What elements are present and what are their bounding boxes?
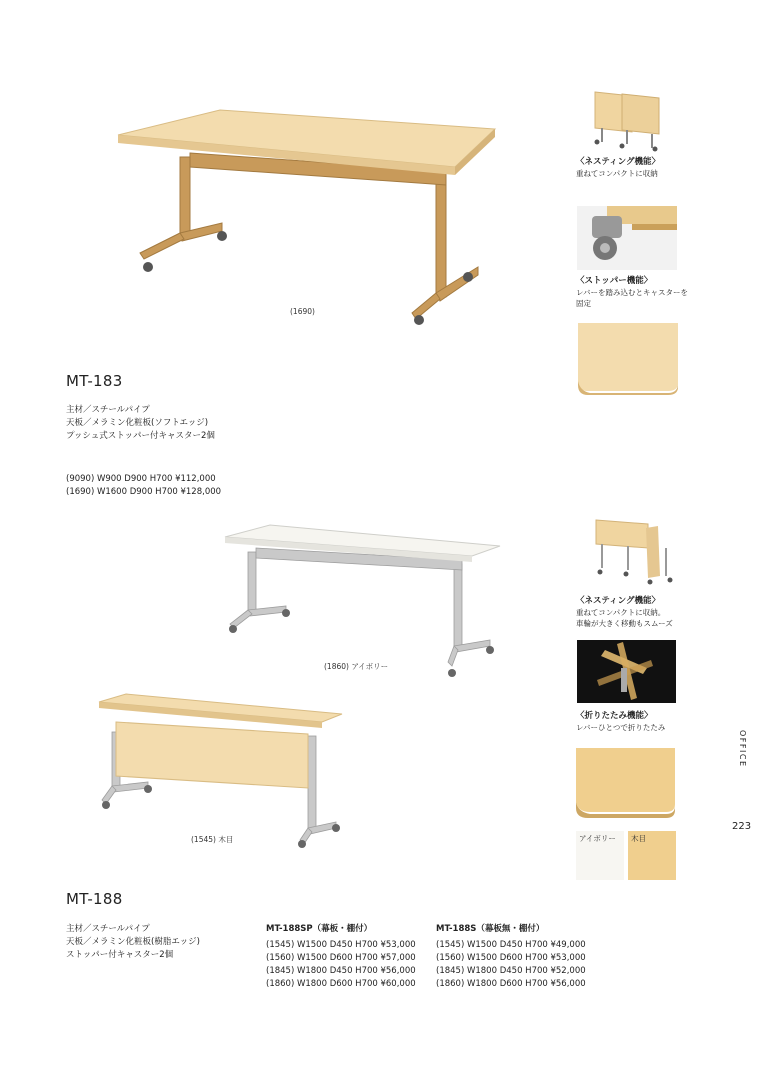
- mt188-feature-title: 〈折りたたみ機能〉: [576, 711, 653, 721]
- size-row: (1560) W1500 D600 H700 ¥53,000: [436, 953, 586, 963]
- spec-line: 主材／スチールパイプ: [66, 405, 150, 415]
- mt183-feature-desc: [576, 287, 688, 309]
- feature-desc-line: 固定: [576, 299, 591, 308]
- mt183-feature-title: 〈ネスティング機能〉: [576, 157, 660, 167]
- feature-desc-line: 重ねてコンパクトに収納。: [576, 608, 666, 617]
- mt188s-title: MT-188S（幕板無・棚付）: [436, 924, 545, 934]
- feature-desc-line: 車輪が大きく移動もスムーズ: [576, 619, 673, 628]
- spec-line: ストッパー付キャスター2個: [66, 950, 174, 960]
- mt188-feature-desc: [576, 607, 673, 629]
- page-number: 223: [732, 821, 752, 832]
- spec-line: 天板／メラミン化粧板(ソフトエッジ): [66, 418, 209, 428]
- section-label: OFFICE: [738, 730, 747, 768]
- mt188-feature-desc: レバーひとつで折りたたみ: [576, 723, 666, 732]
- size-row: (1860) W1800 D600 H700 ¥60,000: [266, 979, 416, 989]
- mt183-specs: [66, 404, 215, 443]
- mt183-feature-title: 〈ストッパー機能〉: [576, 276, 653, 286]
- mt183-image-caption: (1690): [290, 307, 315, 316]
- size-row: (1560) W1500 D600 H700 ¥57,000: [266, 953, 416, 963]
- mt188sp-title: MT-188SP（幕板・棚付）: [266, 924, 373, 934]
- mt183-feature-desc: 重ねてコンパクトに収納: [576, 169, 658, 178]
- mt188-specs: [66, 923, 200, 962]
- size-row: (1545) W1500 D450 H700 ¥53,000: [266, 940, 416, 950]
- mt188-ivory-caption: (1860) アイボリー: [324, 662, 389, 671]
- spec-line: 天板／メラミン化粧板(樹脂エッジ): [66, 937, 200, 947]
- size-row: (1845) W1800 D450 H700 ¥56,000: [266, 966, 416, 976]
- size-row: (1690) W1600 D900 H700 ¥128,000: [66, 487, 222, 497]
- feature-desc-line: レバーを踏み込むとキャスターを: [576, 288, 688, 297]
- size-row: (1545) W1500 D450 H700 ¥49,000: [436, 940, 586, 950]
- mt188-ivory-table-image: [222, 522, 502, 682]
- size-row: (1860) W1800 D600 H700 ¥56,000: [436, 979, 586, 989]
- spec-line: プッシュ式ストッパー付キャスター2個: [66, 431, 215, 441]
- mt183-table-image: [110, 105, 505, 335]
- mt188s-sizes: [436, 939, 586, 991]
- mt188-model-name: MT-188: [66, 890, 123, 908]
- size-row: (1845) W1800 D450 H700 ¥52,000: [436, 966, 586, 976]
- mt183-nesting-photo: [577, 90, 677, 152]
- mt183-edge-photo: [578, 323, 678, 395]
- mt188-wood-caption: (1545) 木目: [191, 835, 234, 844]
- swatch-label: 木目: [631, 834, 646, 843]
- mt188-folding-photo: [577, 640, 676, 703]
- mt188sp-sizes: [266, 939, 416, 991]
- mt188-wood-table-image: [96, 692, 348, 852]
- mt188-feature-title: 〈ネスティング機能〉: [576, 596, 660, 606]
- size-row: (9090) W900 D900 H700 ¥112,000: [66, 474, 216, 484]
- mt183-model-name: MT-183: [66, 372, 123, 390]
- mt183-stopper-photo: [577, 206, 677, 270]
- spec-line: 主材／スチールパイプ: [66, 924, 150, 934]
- mt188-nesting-photo: [588, 518, 680, 590]
- mt183-sizes: [66, 473, 221, 499]
- swatch-label: アイボリー: [579, 834, 616, 843]
- mt188-edge-photo: [576, 748, 675, 818]
